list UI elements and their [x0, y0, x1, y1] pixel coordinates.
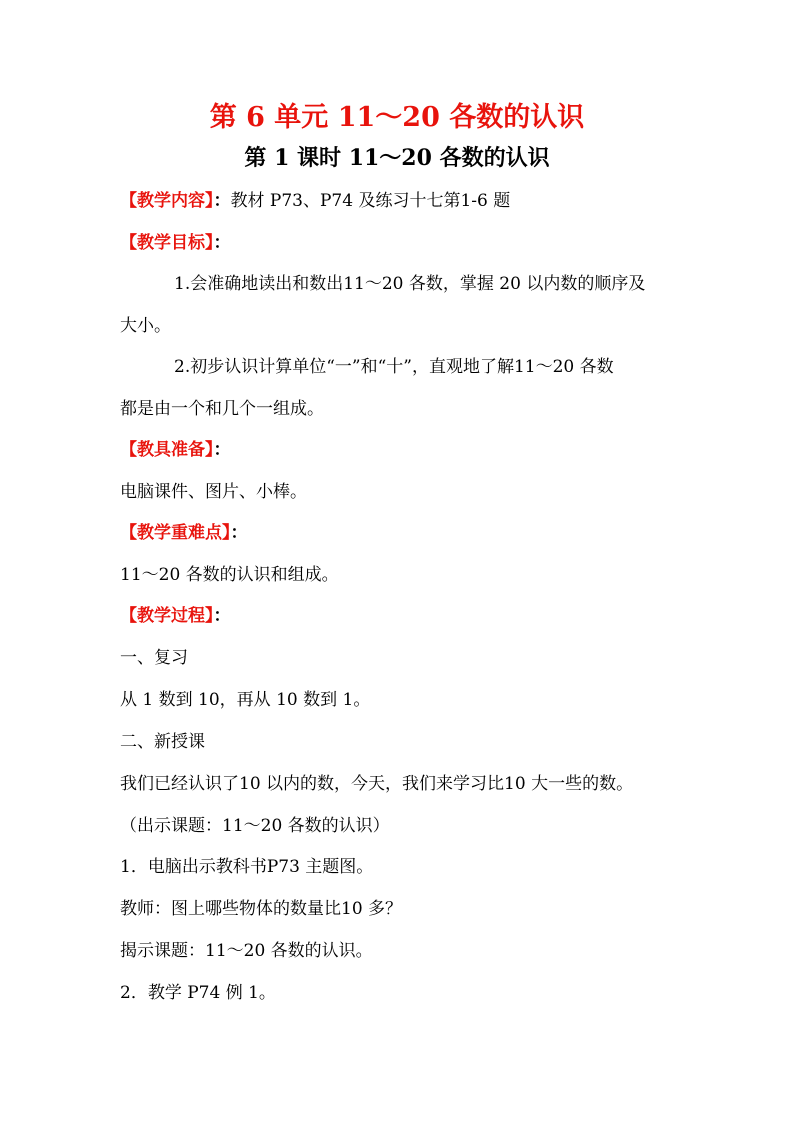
- key-points-text: 11～20 各数的认识和组成。: [120, 565, 339, 585]
- key-points-heading: [120, 523, 248, 543]
- process-line: 从 1 数到 10，再从 10 数到 1。: [120, 690, 371, 710]
- materials-heading: [120, 440, 231, 460]
- content-text: 教材 P73、P74 及练习十七第1-6 题: [230, 191, 511, 211]
- goal-1-line-2: 大小。: [120, 316, 171, 336]
- goals-row: [120, 232, 231, 254]
- materials-heading-colon: ：: [213, 440, 231, 460]
- content-row: [120, 190, 510, 212]
- goal-1-line-1: 1.会准确地读出和数出11～20 各数，掌握 20 以内数的顺序及: [174, 274, 646, 294]
- lesson-subtitle: 第 1 课时 11～20 各数的认识: [244, 145, 550, 171]
- materials-heading-label: 【教具准备】: [120, 440, 214, 460]
- process-line: 教师：图上哪些物体的数量比10 多？: [120, 899, 403, 919]
- goals-heading-label: 【教学目标】: [120, 233, 214, 253]
- process-line: 2．教学 P74 例 1。: [120, 983, 276, 1003]
- process-line: 揭示课题：11～20 各数的认识。: [120, 941, 373, 961]
- process-row: [120, 605, 231, 627]
- process-line: （出示课题：11～20 各数的认识）: [120, 816, 390, 836]
- content-heading-label: 【教学内容】: [120, 191, 214, 211]
- materials-row: [120, 439, 231, 461]
- key-points-row: [120, 522, 248, 544]
- process-line: 二、新授课: [120, 732, 205, 752]
- goal-2-line-2: 都是由一个和几个一组成。: [120, 399, 324, 419]
- content-heading-colon: ：: [213, 191, 231, 211]
- materials-text: 电脑课件、图片、小棒。: [120, 482, 307, 502]
- page-title: 第 6 单元 11～20 各数的认识: [209, 102, 585, 133]
- content-heading: [120, 191, 231, 211]
- goals-heading-colon: ：: [213, 233, 231, 253]
- process-line: 我们已经认识了10 以内的数，今天，我们来学习比10 大一些的数。: [120, 774, 634, 794]
- goal-2-line-1: 2.初步认识计算单位“一”和“十”，直观地了解11～20 各数: [174, 357, 614, 377]
- process-heading: [120, 606, 231, 626]
- key-points-heading-colon: ：: [230, 523, 248, 543]
- process-line: 一、复习: [120, 648, 188, 668]
- process-line: 1．电脑出示教科书P73 主题图。: [120, 857, 374, 877]
- process-heading-colon: ：: [213, 606, 231, 626]
- key-points-heading-label: 【教学重难点】: [120, 523, 231, 543]
- goals-heading: [120, 233, 231, 253]
- process-heading-label: 【教学过程】: [120, 606, 214, 626]
